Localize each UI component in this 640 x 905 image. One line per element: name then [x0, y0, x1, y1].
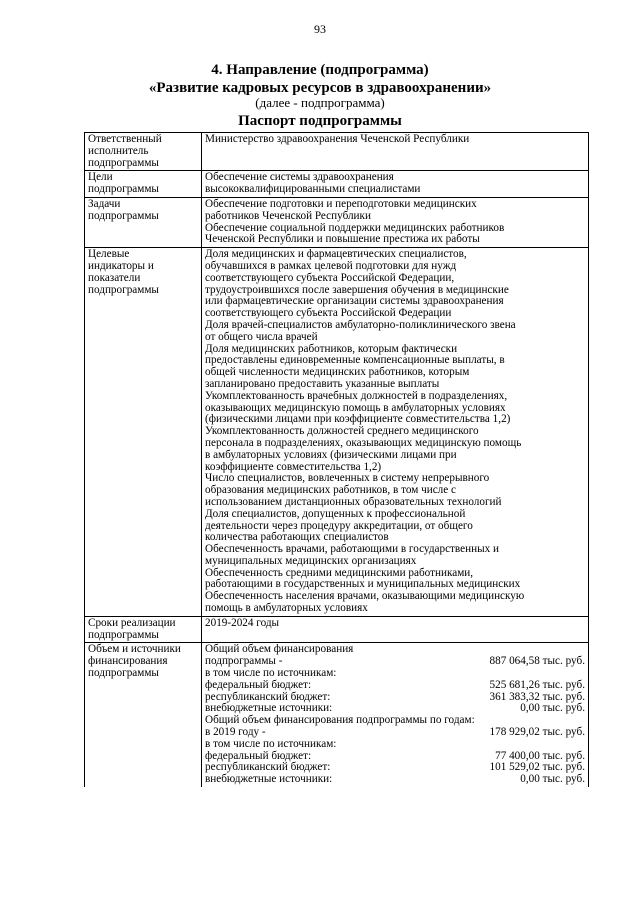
cell-line: Обеспечение системы здравоохранения — [205, 171, 394, 184]
cell-line: Доля медицинских работников, которым фактически — [205, 342, 458, 355]
cell-line: подпрограммы — [88, 628, 159, 641]
cell-line: соответствующего субъекта Российской Федерации — [205, 307, 452, 320]
row-value-tasks — [202, 197, 589, 247]
financing-amount: 887 064,58 тыс. руб. — [489, 655, 585, 668]
cell-line: образования медицинских работников, в том числе с — [205, 484, 456, 497]
cell-line: коэффициенте совместительства 1,2) — [205, 460, 382, 473]
cell-line: (физическими лицами при коэффициенте совместительства 1,2) — [205, 413, 511, 426]
row-value-financing — [202, 643, 589, 787]
cell-line: высококвалифицированными специалистами — [205, 183, 421, 196]
cell-line: исполнитель — [88, 144, 149, 157]
cell-line: трудоустроившихся после завершения обучения в медицинские — [205, 283, 509, 296]
cell-line: Целевые — [88, 248, 130, 261]
cell-line: деятельности через процедуру аккредитации, от общего — [205, 519, 473, 532]
row-label-financing — [85, 643, 202, 787]
row-value-goals — [202, 171, 589, 198]
cell-line: Объем и источники — [88, 643, 181, 656]
table-row-executor — [85, 133, 589, 171]
financing-line — [205, 774, 585, 786]
financing-label: подпрограммы - — [205, 655, 283, 668]
cell-line: от общего числа врачей — [205, 330, 318, 343]
cell-line: или фармацевтические организации системы здравоохранения — [205, 295, 504, 308]
financing-label: республиканский бюджет: — [205, 761, 331, 774]
cell-line: использованием дистанционных образовательных технологий — [205, 495, 502, 508]
cell-line: Доля медицинских и фармацевтических специалистов, — [205, 248, 467, 261]
cell-line: Ответственный — [88, 133, 162, 145]
cell-line: Укомплектованность врачебных должностей в подразделениях, — [205, 389, 508, 402]
cell-line: показатели — [88, 271, 141, 284]
page-number: 93 — [314, 22, 326, 36]
cell-line: подпрограммы — [88, 156, 159, 169]
cell-line: Доля врачей-специалистов амбулаторно-поликлинического звена — [205, 318, 516, 331]
cell-line: оказывающих медицинскую помощь в амбулаторных условиях — [205, 401, 506, 414]
cell-line: в амбулаторных условиях (физическими лицами при — [205, 448, 457, 461]
financing-amount: 101 529,02 тыс. руб. — [489, 761, 585, 774]
cell-line: подпрограммы — [88, 667, 159, 680]
row-label-goals — [85, 171, 202, 198]
row-value-executor — [202, 133, 589, 171]
cell-line: Обеспечение подготовки и переподготовки медицинских — [205, 197, 477, 210]
row-value-indicators — [202, 248, 589, 617]
cell-line: Обеспечение социальной поддержки медицинских работников — [205, 221, 505, 234]
financing-line — [205, 680, 585, 692]
financing-label: внебюджетные источники: — [205, 702, 333, 715]
cell-line: Министерство здравоохранения Чеченской Республики — [205, 133, 470, 145]
table-row-tasks — [85, 197, 589, 247]
financing-label: федеральный бюджет: — [205, 678, 312, 691]
cell-line: запланировано предоставить указанные выплаты — [205, 377, 440, 390]
cell-line: Укомплектованность должностей среднего медицинского — [205, 425, 479, 438]
cell-line: Чеченской Республики и повышение престижа их работы — [205, 233, 480, 246]
financing-amount: 0,00 тыс. руб. — [520, 702, 585, 715]
row-label-indicators — [85, 248, 202, 617]
cell-line: работающими в государственных и муниципальных медицинских — [205, 578, 521, 591]
financing-label: внебюджетные источники: — [205, 773, 333, 786]
cell-line: работников Чеченской Республики — [205, 209, 371, 222]
cell-line: Обеспеченность врачами, работающими в государственных и — [205, 543, 499, 556]
cell-line: подпрограммы — [88, 183, 159, 196]
table-row-terms — [85, 616, 589, 643]
cell-line: подпрограммы — [88, 209, 159, 222]
cell-line: соответствующего субъекта Российской Федерации, — [205, 271, 455, 284]
cell-line: Обеспеченность населения врачами, оказывающими медицинскую — [205, 590, 525, 603]
financing-label: республиканский бюджет: — [205, 690, 331, 703]
table-row-goals — [85, 171, 589, 198]
cell-line: Сроки реализации — [88, 616, 176, 629]
financing-amount: 0,00 тыс. руб. — [520, 773, 585, 786]
row-label-executor — [85, 133, 202, 171]
cell-line: обучавшихся в рамках целевой подготовки для нужд — [205, 259, 457, 272]
cell-line: подпрограммы — [88, 283, 159, 296]
subprogram-alias: (далее - подпрограмма) — [255, 95, 385, 110]
financing-amount: 178 929,02 тыс. руб. — [489, 726, 585, 739]
financing-amount: 525 681,26 тыс. руб. — [489, 678, 585, 691]
cell-line: финансирования — [88, 655, 168, 668]
cell-line: индикаторы и — [88, 259, 154, 272]
row-value-terms — [202, 616, 589, 643]
financing-label: в том числе по источникам: — [205, 737, 337, 750]
financing-label: в том числе по источникам: — [205, 667, 337, 680]
table-row-financing — [85, 643, 589, 787]
cell-line: муниципальных медицинских организациях — [205, 554, 417, 567]
subprogram-title: «Развитие кадровых ресурсов в здравоохранении» — [148, 80, 492, 96]
financing-label: Общий объем финансирования — [205, 643, 354, 656]
table-row-indicators — [85, 248, 589, 617]
financing-label: Общий объем финансирования подпрограммы по годам: — [205, 714, 475, 727]
section-heading: 4. Направление (подпрограмма) — [211, 62, 429, 78]
cell-line: Обеспеченность средними медицинскими работниками, — [205, 566, 474, 579]
cell-line: 2019-2024 годы — [205, 616, 280, 629]
row-label-terms — [85, 616, 202, 643]
row-label-tasks — [85, 197, 202, 247]
cell-line: Доля специалистов, допущенных к профессиональной — [205, 507, 466, 520]
cell-line: количества работающих специалистов — [205, 531, 389, 544]
cell-line: персонала в подразделениях, оказывающих медицинскую помощь — [205, 436, 522, 449]
passport-table — [84, 132, 589, 787]
cell-line: общей численности медицинских работников, которым — [205, 366, 470, 379]
passport-heading: Паспорт подпрограммы — [238, 113, 402, 129]
cell-line: Задачи — [88, 197, 121, 210]
cell-line: Цели — [88, 171, 113, 184]
cell-line: предоставлены единовременные компенсационные выплаты, в — [205, 354, 505, 367]
cell-line: помощь в амбулаторных условиях — [205, 602, 368, 615]
financing-amount: 77 400,00 тыс. руб. — [495, 749, 585, 762]
financing-line — [205, 739, 585, 751]
financing-label: федеральный бюджет: — [205, 749, 312, 762]
financing-label: в 2019 году - — [205, 726, 266, 739]
financing-amount: 361 383,32 тыс. руб. — [489, 690, 585, 703]
cell-line: Число специалистов, вовлеченных в систему непрерывного — [205, 472, 490, 485]
